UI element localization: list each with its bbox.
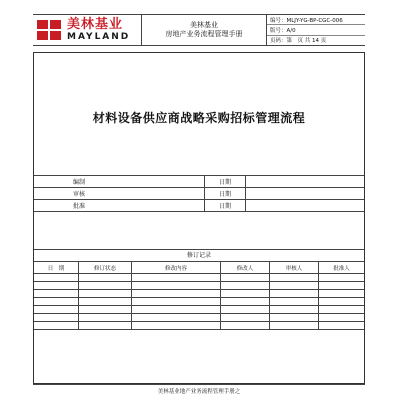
table-row	[34, 274, 364, 282]
revision-cell[interactable]	[270, 322, 319, 330]
content-frame	[33, 52, 365, 384]
sign-off-date-value[interactable]	[246, 176, 365, 188]
revision-cell[interactable]	[79, 306, 132, 314]
revision-cell[interactable]	[319, 282, 365, 290]
doc-number: 编号：MLJY-YG-BP-CGC-006	[267, 15, 365, 25]
revision-cell[interactable]	[34, 282, 79, 290]
revision-cell[interactable]	[270, 290, 319, 298]
header-meta-cell	[267, 15, 365, 45]
sign-off-label: 编制	[34, 176, 124, 188]
revision-cell[interactable]	[221, 322, 270, 330]
sign-off-row	[34, 188, 364, 200]
revision-cell[interactable]	[319, 314, 365, 322]
table-row	[34, 298, 364, 306]
page-header	[33, 14, 365, 46]
sign-off-date-label: 日期	[205, 200, 246, 212]
revision-col-status: 修订状态	[79, 262, 132, 274]
revision-col-approver: 批准人	[319, 262, 365, 274]
revision-cell[interactable]	[319, 322, 365, 330]
version-number: 版号：A/0	[267, 25, 365, 35]
revision-cell[interactable]	[34, 314, 79, 322]
revision-cell[interactable]	[319, 298, 365, 306]
company-logo-icon	[37, 20, 63, 40]
logo-english-name: MAYLAND	[67, 32, 131, 42]
sign-off-date-value[interactable]	[246, 188, 365, 200]
revision-cell[interactable]	[270, 282, 319, 290]
revision-cell[interactable]	[221, 274, 270, 282]
sign-off-date-value[interactable]	[246, 200, 365, 212]
revision-table	[34, 261, 364, 330]
sign-off-date-label: 日期	[205, 176, 246, 188]
company-name: 美林基业	[190, 20, 218, 29]
revision-cell[interactable]	[79, 322, 132, 330]
revision-cell[interactable]	[319, 274, 365, 282]
table-row	[34, 282, 364, 290]
sign-off-label: 批准	[34, 200, 124, 212]
revision-cell[interactable]	[270, 306, 319, 314]
page-number: 页码：第 页 共 14 页	[270, 38, 327, 45]
revision-cell[interactable]	[79, 274, 132, 282]
revision-cell[interactable]	[34, 298, 79, 306]
sign-off-table	[34, 175, 364, 212]
revision-col-editor: 修改人	[221, 262, 270, 274]
sign-off-value[interactable]	[124, 176, 205, 188]
revision-cell[interactable]	[79, 282, 132, 290]
table-row	[34, 290, 364, 298]
logo-cell	[33, 15, 142, 45]
table-row	[34, 322, 364, 330]
sign-off-value[interactable]	[124, 188, 205, 200]
revision-cell[interactable]	[132, 314, 221, 322]
revision-cell[interactable]	[34, 306, 79, 314]
table-row	[34, 314, 364, 322]
revision-table-body	[34, 274, 364, 330]
revision-cell[interactable]	[270, 274, 319, 282]
revision-cell[interactable]	[79, 314, 132, 322]
sign-off-row	[34, 176, 364, 188]
table-row	[34, 306, 364, 314]
revision-cell[interactable]	[319, 306, 365, 314]
sign-off-label: 审核	[34, 188, 124, 200]
revision-cell[interactable]	[221, 282, 270, 290]
revision-cell[interactable]	[132, 322, 221, 330]
revision-cell[interactable]	[270, 314, 319, 322]
revision-header-row	[34, 262, 364, 274]
revision-cell[interactable]	[132, 298, 221, 306]
revision-cell[interactable]	[221, 314, 270, 322]
sign-off-row	[34, 200, 364, 212]
sign-off-date-label: 日期	[205, 188, 246, 200]
revision-cell[interactable]	[319, 290, 365, 298]
revision-cell[interactable]	[221, 290, 270, 298]
revision-cell[interactable]	[132, 290, 221, 298]
revision-cell[interactable]	[221, 298, 270, 306]
document-page	[33, 14, 365, 396]
revision-cell[interactable]	[270, 298, 319, 306]
manual-title: 房地产业务流程管理手册	[165, 30, 243, 38]
revision-cell[interactable]	[221, 306, 270, 314]
revision-cell[interactable]	[79, 290, 132, 298]
revision-cell[interactable]	[34, 274, 79, 282]
revision-cell[interactable]	[79, 298, 132, 306]
revision-cell[interactable]	[132, 274, 221, 282]
revision-cell[interactable]	[34, 322, 79, 330]
revision-cell[interactable]	[132, 282, 221, 290]
document-title: 材料设备供应商战略采购招标管理流程	[92, 111, 306, 125]
revision-col-reviewer: 审核人	[270, 262, 319, 274]
page-footer: 美林基业地产业务流程管理手册之	[33, 384, 365, 395]
revision-col-date: 日 期	[34, 262, 79, 274]
revision-title: 修订记录	[34, 249, 364, 260]
sign-off-value[interactable]	[124, 200, 205, 212]
header-title-cell	[142, 15, 267, 45]
revision-col-content: 修改内容	[132, 262, 221, 274]
logo-chinese-name: 美林基业	[67, 17, 124, 32]
revision-cell[interactable]	[34, 290, 79, 298]
revision-cell[interactable]	[132, 306, 221, 314]
